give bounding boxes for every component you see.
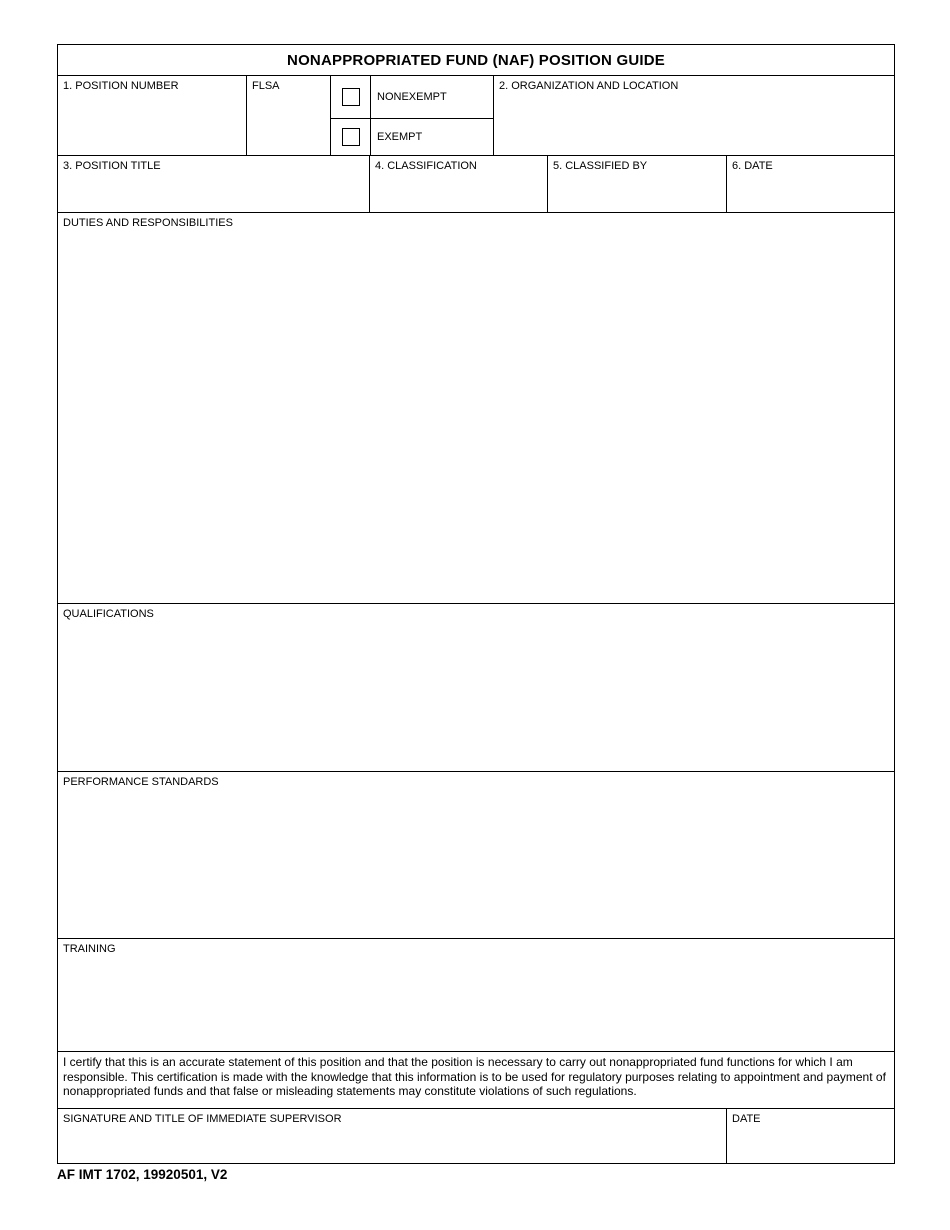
naf-position-guide-form xyxy=(57,44,895,1164)
flsa-options xyxy=(331,76,494,155)
supervisor-signature-field[interactable] xyxy=(58,1109,727,1163)
organization-location-field[interactable] xyxy=(494,76,894,155)
exempt-checkbox[interactable] xyxy=(342,128,360,146)
classified-by-field[interactable] xyxy=(548,156,727,212)
certification-statement: I certify that this is an accurate statement of this position and that the position is necessary to carry out nonappropriated fund functions for which I am responsible. This certification is made with the knowledge that this information is to be used for regulatory purposes relating to appointment and payment of nonappropriated funds and that false or misleading statements may constitute violations of such regulations. xyxy=(58,1052,894,1109)
nonexempt-checkbox[interactable] xyxy=(342,88,360,106)
nonexempt-label: NONEXEMPT xyxy=(377,91,447,103)
flsa-nonexempt-row xyxy=(331,76,493,119)
date-label: 6. DATE xyxy=(732,160,773,172)
position-title-field[interactable] xyxy=(58,156,370,212)
duties-responsibilities-field[interactable] xyxy=(58,213,894,604)
position-number-field[interactable] xyxy=(58,76,247,155)
classification-field[interactable] xyxy=(370,156,548,212)
header-row-2 xyxy=(58,156,894,213)
supervisor-signature-label: SIGNATURE AND TITLE OF IMMEDIATE SUPERVISOR xyxy=(63,1113,342,1125)
qualifications-field[interactable] xyxy=(58,604,894,772)
exempt-label: EXEMPT xyxy=(377,131,423,143)
performance-standards-field[interactable] xyxy=(58,772,894,939)
flsa-field xyxy=(247,76,331,155)
nonexempt-label-cell xyxy=(371,76,493,118)
qualifications-label: QUALIFICATIONS xyxy=(63,608,154,620)
flsa-label: FLSA xyxy=(252,80,280,92)
form-title: NONAPPROPRIATED FUND (NAF) POSITION GUIDE xyxy=(58,45,894,76)
performance-standards-label: PERFORMANCE STANDARDS xyxy=(63,776,219,788)
training-field[interactable] xyxy=(58,939,894,1052)
signature-date-field[interactable] xyxy=(727,1109,894,1163)
signature-row xyxy=(58,1109,894,1163)
training-label: TRAINING xyxy=(63,943,116,955)
flsa-exempt-row xyxy=(331,119,493,155)
classified-by-label: 5. CLASSIFIED BY xyxy=(553,160,648,172)
organization-location-label: 2. ORGANIZATION AND LOCATION xyxy=(499,80,679,92)
exempt-label-cell xyxy=(371,119,493,155)
position-title-label: 3. POSITION TITLE xyxy=(63,160,161,172)
date-field[interactable] xyxy=(727,156,894,212)
signature-date-label: DATE xyxy=(732,1113,761,1125)
classification-label: 4. CLASSIFICATION xyxy=(375,160,477,172)
nonexempt-checkbox-cell xyxy=(331,76,371,118)
exempt-checkbox-cell xyxy=(331,119,371,155)
position-number-label: 1. POSITION NUMBER xyxy=(63,80,179,92)
header-row-1 xyxy=(58,76,894,156)
duties-responsibilities-label: DUTIES AND RESPONSIBILITIES xyxy=(63,217,233,229)
form-identifier: AF IMT 1702, 19920501, V2 xyxy=(57,1167,228,1182)
